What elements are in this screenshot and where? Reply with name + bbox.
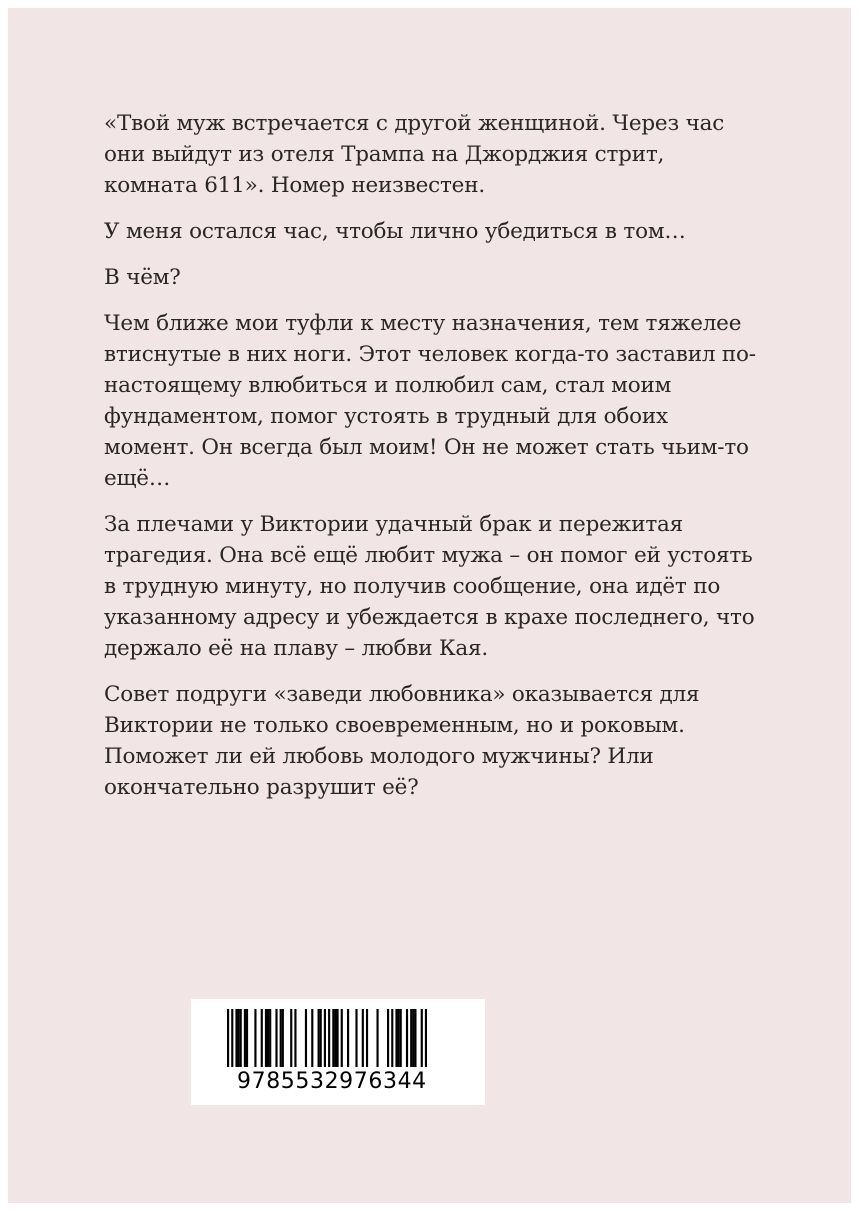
paragraph-shoes: Чем ближе мои туфли к месту назначения, тем тяжелее втиснутые в них ноги. Этот человек когда-то заставил по-настоящему влюбиться и полюбил сам, стал моим фундаментом, помог устоять в трудный для обоих момент. Он всегда был моим! Он не может стать чьим-то ещё… [104, 311, 756, 491]
barcode-bar [376, 1009, 378, 1067]
barcode-bar [347, 1009, 349, 1067]
annotation-text [104, 108, 764, 818]
isbn-number: 9785532976344 [237, 1069, 427, 1094]
barcode-bar [318, 1009, 320, 1067]
barcode-bar [387, 1009, 389, 1067]
barcode-label [191, 999, 485, 1105]
barcode-bar [246, 1009, 248, 1067]
barcode-bar [421, 1009, 423, 1067]
barcode-bar [336, 1009, 338, 1067]
barcode-bar [227, 1009, 229, 1067]
barcode-bar [414, 1009, 416, 1067]
barcode-bar [275, 1009, 277, 1067]
barcode-bar [261, 1009, 263, 1067]
barcode-bar [328, 1009, 330, 1067]
barcode-bar [400, 1009, 402, 1067]
barcode-bar [269, 1009, 271, 1067]
barcode-bar [320, 1009, 322, 1067]
barcode-bar [366, 1009, 368, 1067]
barcode-bar [231, 1009, 233, 1067]
paragraph-synopsis: За плечами у Виктории удачный брак и пережитая трагедия. Она всё ещё любит мужа – он помог ей устоять в трудную минуту, но получив сообщение, она идёт по указанному адресу и убеждается в крахе последнего, что держало её на плаву – любви Кая. [104, 512, 755, 661]
barcode-bar [410, 1009, 412, 1067]
barcode-bar [362, 1009, 364, 1067]
barcode-bar [244, 1009, 246, 1067]
barcode-bar [267, 1009, 269, 1067]
barcode-bars [227, 1009, 427, 1067]
barcode-bar [324, 1009, 326, 1067]
barcode-bar [341, 1009, 343, 1067]
barcode-bar [290, 1009, 292, 1067]
barcode-bar [355, 1009, 357, 1067]
barcode-bar [265, 1009, 267, 1067]
barcode-bar [332, 1009, 334, 1067]
back-cover [8, 8, 851, 1203]
barcode-bar [280, 1009, 282, 1067]
barcode-bar [294, 1009, 296, 1067]
barcode-bar [238, 1009, 240, 1067]
paragraph-quote: «Твой муж встречается с другой женщиной. Через час они выйдут из отеля Трампа на Джорджия стрит, комната 611». Номер неизвестен. [104, 111, 725, 198]
barcode-bar [395, 1009, 397, 1067]
barcode-bar [254, 1009, 256, 1067]
barcode-bar [282, 1009, 284, 1067]
barcode-bar [391, 1009, 393, 1067]
barcode-bar [406, 1009, 408, 1067]
paragraph-hour-left: У меня остался час, чтобы лично убедиться в том… [104, 219, 686, 244]
barcode-bar [305, 1009, 307, 1067]
barcode-bar [398, 1009, 400, 1067]
barcode-bar [235, 1009, 237, 1067]
paragraph-question: В чём? [104, 265, 181, 290]
barcode-bar [311, 1009, 313, 1067]
paragraph-advice: Совет подруги «заведи любовника» оказывается для Виктории не только своевременным, но и роковым. Поможет ли ей любовь молодого мужчины? Или окончательно разрушит её? [104, 682, 700, 800]
barcode-bar [412, 1009, 414, 1067]
barcode-bar [334, 1009, 336, 1067]
barcode-bar [425, 1009, 427, 1067]
barcode-bar [240, 1009, 242, 1067]
